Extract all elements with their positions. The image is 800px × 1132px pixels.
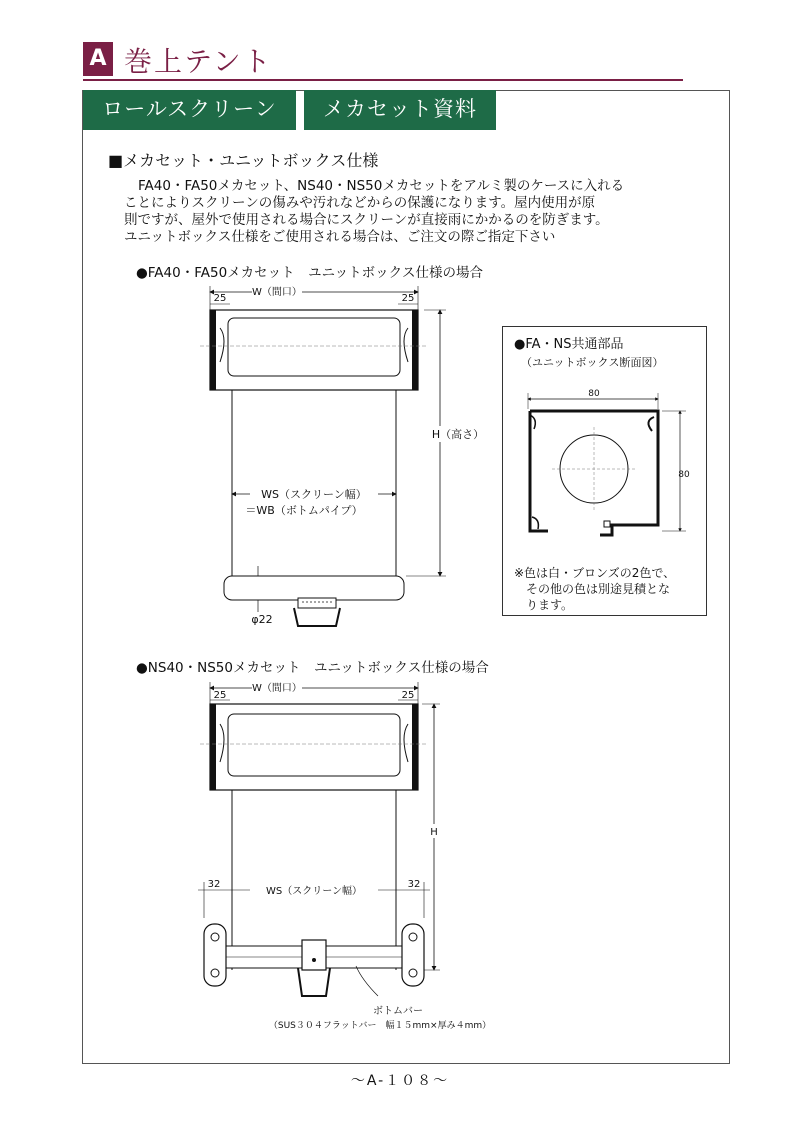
- category-tab-mechaset: メカセット資料: [304, 90, 496, 130]
- category-tab-roll-screen: ロールスクリーン: [83, 90, 296, 130]
- box-subtitle: （ユニットボックス断面図）: [521, 356, 664, 369]
- unit-box-cross-section: [512, 385, 697, 560]
- paragraph-line: 則ですが、屋外で使用される場合にスクリーンが直接雨にかかるのを防ぎます。: [124, 212, 609, 228]
- figure2-subtitle: ●NS40・NS50メカセット ユニットボックス仕様の場合: [136, 660, 489, 676]
- side-right: 32: [407, 879, 421, 890]
- color-note: [514, 565, 699, 613]
- note-line: その他の色は別途見積とな: [526, 582, 671, 596]
- left-margin: 25: [213, 690, 227, 701]
- figure1-subtitle: ●FA40・FA50メカセット ユニットボックス仕様の場合: [136, 265, 483, 281]
- side-left: 32: [207, 879, 221, 890]
- title-rule: [83, 79, 683, 81]
- box-title: ●FA・NS共通部品: [514, 337, 624, 352]
- dim-height: 80: [678, 470, 690, 480]
- paragraph-line: ことによりスクリーンの傷みや汚れなどからの保護になります。屋内使用が原: [124, 195, 596, 211]
- bottom-bar-spec: （SUS３０４フラットバー 幅１５mm×厚み４mm）: [268, 1021, 492, 1031]
- height-label: H: [430, 827, 438, 838]
- pipe-diameter: φ22: [251, 613, 273, 626]
- section-heading: ■メカセット・ユニットボックス仕様: [108, 151, 379, 170]
- bottom-bar-label: ボトムバー: [373, 1006, 423, 1017]
- left-margin: 25: [213, 293, 227, 304]
- ws-label: WS（スクリーン幅）: [265, 886, 363, 897]
- note-line: ります。: [526, 598, 574, 612]
- page-number: ～A-１０８～: [350, 1073, 450, 1089]
- height-label: H（高さ）: [431, 428, 485, 441]
- paragraph-line: ユニットボックス仕様をご使用される場合は、ご注文の際ご指定下さい: [124, 229, 556, 245]
- section-badge: A: [83, 42, 113, 76]
- description-paragraph: [124, 178, 704, 246]
- right-margin: 25: [401, 293, 415, 304]
- width-label: W（間口）: [252, 287, 302, 298]
- width-label: W（間口）: [252, 683, 302, 694]
- paragraph-line: FA40・FA50メカセット、NS40・NS50メカセットをアルミ製のケースに入れる: [138, 178, 625, 194]
- section-title: 巻上テント: [124, 45, 273, 78]
- figure2-diagram: [190, 678, 590, 1038]
- right-margin: 25: [401, 690, 415, 701]
- dim-width: 80: [588, 389, 600, 399]
- figure1-diagram: [190, 280, 490, 630]
- wb-label: ＝WB（ボトムパイプ）: [245, 504, 363, 517]
- ws-label: WS（スクリーン幅）: [261, 488, 367, 501]
- note-line: ※色は白・ブロンズの2色で、: [514, 566, 676, 580]
